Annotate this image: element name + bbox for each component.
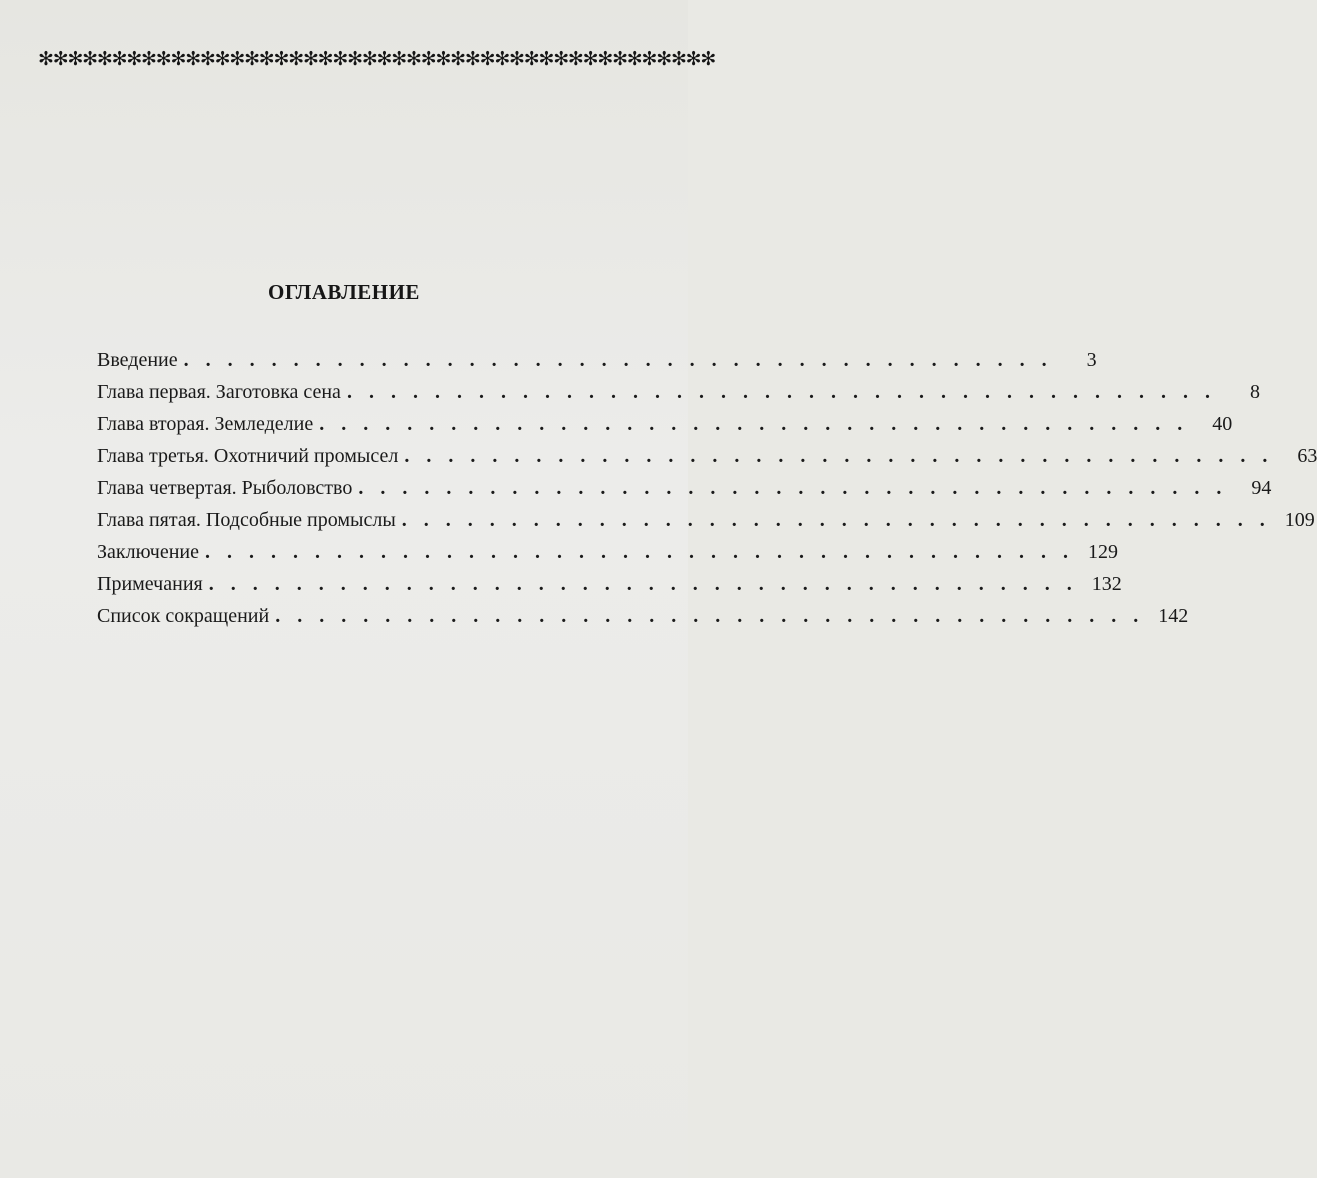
toc-leader-dots	[275, 600, 1144, 632]
toc-entry-label: Глава четвертая. Рыболовство	[97, 477, 353, 499]
toc-leader-dots	[358, 472, 1227, 504]
toc-page-number: 40	[1212, 413, 1233, 435]
toc-leader-dots	[184, 344, 1053, 376]
toc-leader-dots	[209, 568, 1078, 600]
toc-entry-label: Введение	[97, 349, 178, 371]
toc-leader-dots	[205, 536, 1074, 568]
toc-leader-dots	[404, 440, 1273, 472]
toc-page-number: 8	[1249, 381, 1260, 403]
toc-page-number: 142	[1158, 605, 1189, 627]
toc-entry-label: Примечания	[97, 573, 203, 595]
toc-entry-chapter-4	[97, 472, 1272, 504]
toc-page-number: 109	[1284, 509, 1315, 531]
table-of-contents	[97, 344, 1317, 632]
toc-page-number: 63	[1297, 445, 1317, 467]
toc-entry-chapter-2	[97, 408, 1233, 440]
toc-leader-dots	[319, 408, 1188, 440]
toc-entry-label: Список сокращений	[97, 605, 270, 627]
toc-entry-conclusion	[97, 536, 1118, 568]
toc-entry-label: Глава первая. Заготовка сена	[97, 381, 341, 403]
toc-entry-label: Глава вторая. Земледелие	[97, 413, 314, 435]
toc-entry-notes	[97, 568, 1122, 600]
toc-page-number: 132	[1091, 573, 1122, 595]
toc-page-number: 94	[1251, 477, 1272, 499]
decorative-ornament-border: ✻✻✻✻✻✻✻✻✻✻✻✻✻✻✻✻✻✻✻✻✻✻✻✻✻✻✻✻✻✻✻✻✻✻✻✻✻✻✻✻✻✻✻✻✻✻	[38, 48, 716, 70]
toc-page-number: 3	[1086, 349, 1097, 371]
toc-leader-dots	[347, 376, 1216, 408]
toc-entry-chapter-5	[97, 504, 1315, 536]
toc-entry-chapter-1	[97, 376, 1260, 408]
toc-entry-abbreviations	[97, 600, 1189, 632]
page-title: ОГЛАВЛЕНИЕ	[268, 280, 420, 304]
toc-entry-introduction	[97, 344, 1097, 376]
toc-page-number: 129	[1088, 541, 1118, 563]
toc-entry-chapter-3	[97, 440, 1317, 472]
toc-entry-label: Глава пятая. Подсобные промыслы	[97, 509, 396, 531]
toc-leader-dots	[402, 504, 1271, 536]
toc-entry-label: Глава третья. Охотничий промысел	[97, 445, 399, 467]
toc-entry-label: Заключение	[97, 541, 199, 563]
